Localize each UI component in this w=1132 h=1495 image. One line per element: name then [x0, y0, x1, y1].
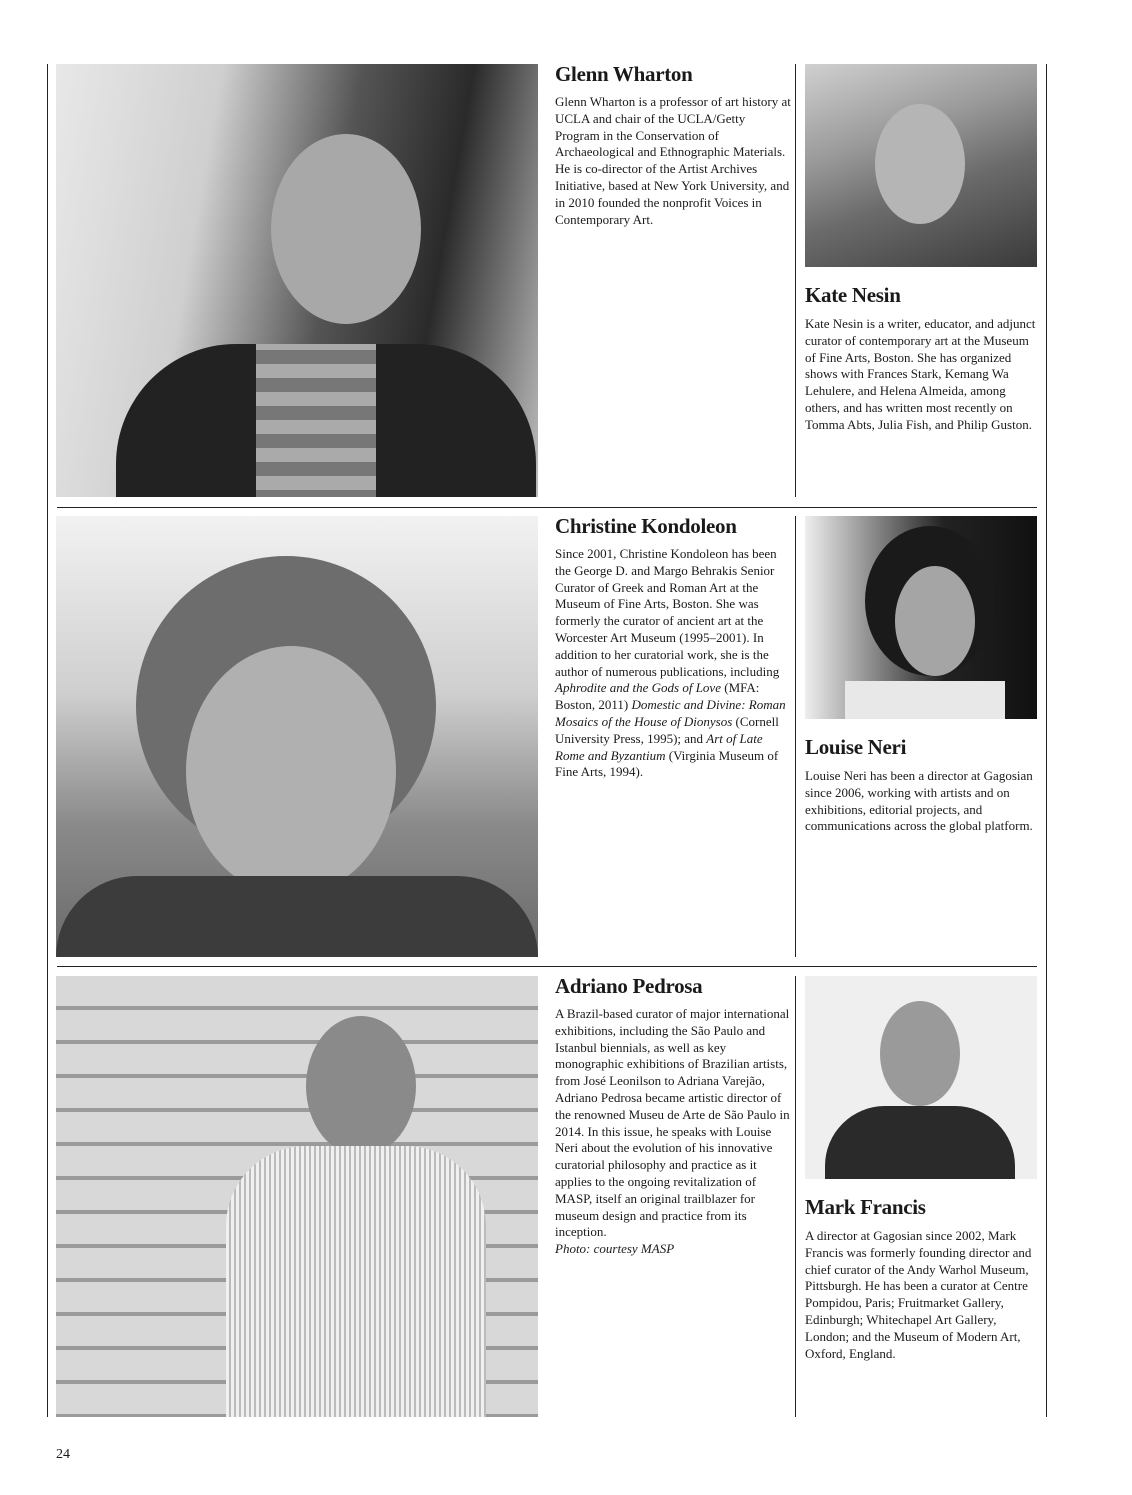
christine-kondoleon-photo [56, 516, 538, 957]
right-rule [1046, 64, 1047, 1417]
profile-bio: Glenn Wharton is a professor of art history at UCLA and chair of the UCLA/Getty Program in the Conservation of Archaeological and Ethnographic Materials. He is co-director of the Artist Archives Initiative, based at New York University, and in 2010 founded the nonprofit Voices in Contemporary Art. [555, 94, 791, 227]
column-rule [795, 64, 796, 497]
profile-bio: Kate Nesin is a writer, educator, and adjunct curator of contemporary art at the Museum of Fine Arts, Boston. She has organized shows with Frances Stark, Kemang Wa Lehulere, and Helena Almeida, among others, and has written most recently on Tomma Abts, Julia Fish, and Philip Guston. [805, 316, 1036, 432]
profile-name: Mark Francis [805, 1195, 926, 1219]
column-rule [795, 976, 796, 1417]
column-rule [795, 516, 796, 957]
photo-credit: Photo: courtesy MASP [555, 1241, 675, 1257]
profile-name: Louise Neri [805, 735, 907, 759]
profile-name: Christine Kondoleon [555, 514, 737, 538]
louise-neri-photo [805, 516, 1037, 719]
profile-name: Kate Nesin [805, 283, 901, 307]
left-rule [47, 64, 48, 1417]
profile-name: Adriano Pedrosa [555, 974, 703, 998]
page-number: 24 [56, 1447, 70, 1462]
mark-francis-photo [805, 976, 1037, 1179]
adriano-pedrosa-photo [56, 976, 538, 1417]
profile-name: Glenn Wharton [555, 62, 693, 86]
profile-bio: Since 2001, Christine Kondoleon has been the George D. and Margo Behrakis Senior Curator of Greek and Roman Art at the Museum of Fine Arts, Boston. She was formerly the curator of ancient art at the Worcester Art Museum (1995–2001). In addition to her curatorial work, she is the author of numerous publications, including Aphrodite and the Gods of Love (MFA: Boston, 2011) Domestic and Divine: Roman Mosaics of the House of Dionysos (Cornell University Press, 1995); and Art of Late Rome and Byzantium (Virginia Museum of Fine Arts, 1994). [555, 546, 786, 780]
row-divider [57, 507, 1037, 508]
profile-bio: Louise Neri has been a director at Gagosian since 2006, working with artists and on exhibitions, editorial projects, and communications across the global platform. [805, 768, 1033, 834]
profile-bio: A director at Gagosian since 2002, Mark Francis was formerly founding director and chief curator of the Andy Warhol Museum, Pittsburgh. He has been a curator at Centre Pompidou, Paris; Fruitmarket Gallery, Edinburgh; Whitechapel Art Gallery, London; and the Museum of Modern Art, Oxford, England. [805, 1228, 1032, 1361]
kate-nesin-photo [805, 64, 1037, 267]
row-divider [57, 966, 1037, 967]
glenn-wharton-photo [56, 64, 538, 497]
profile-bio: A Brazil-based curator of major international exhibitions, including the São Paulo and Istanbul biennials, as well as key monographic exhibitions of Brazilian artists, from José Leonilson to Adriana Varejão, Adriano Pedrosa became artistic director of the renowned Museu de Arte de São Paulo in 2014. In this issue, he speaks with Louise Neri about the evolution of his innovative curatorial philosophy and practice as it applies to the ongoing revitalization of MASP, itself an original trailblazer for museum design and practice from its inception. Photo: courtesy MASP [555, 1006, 790, 1257]
